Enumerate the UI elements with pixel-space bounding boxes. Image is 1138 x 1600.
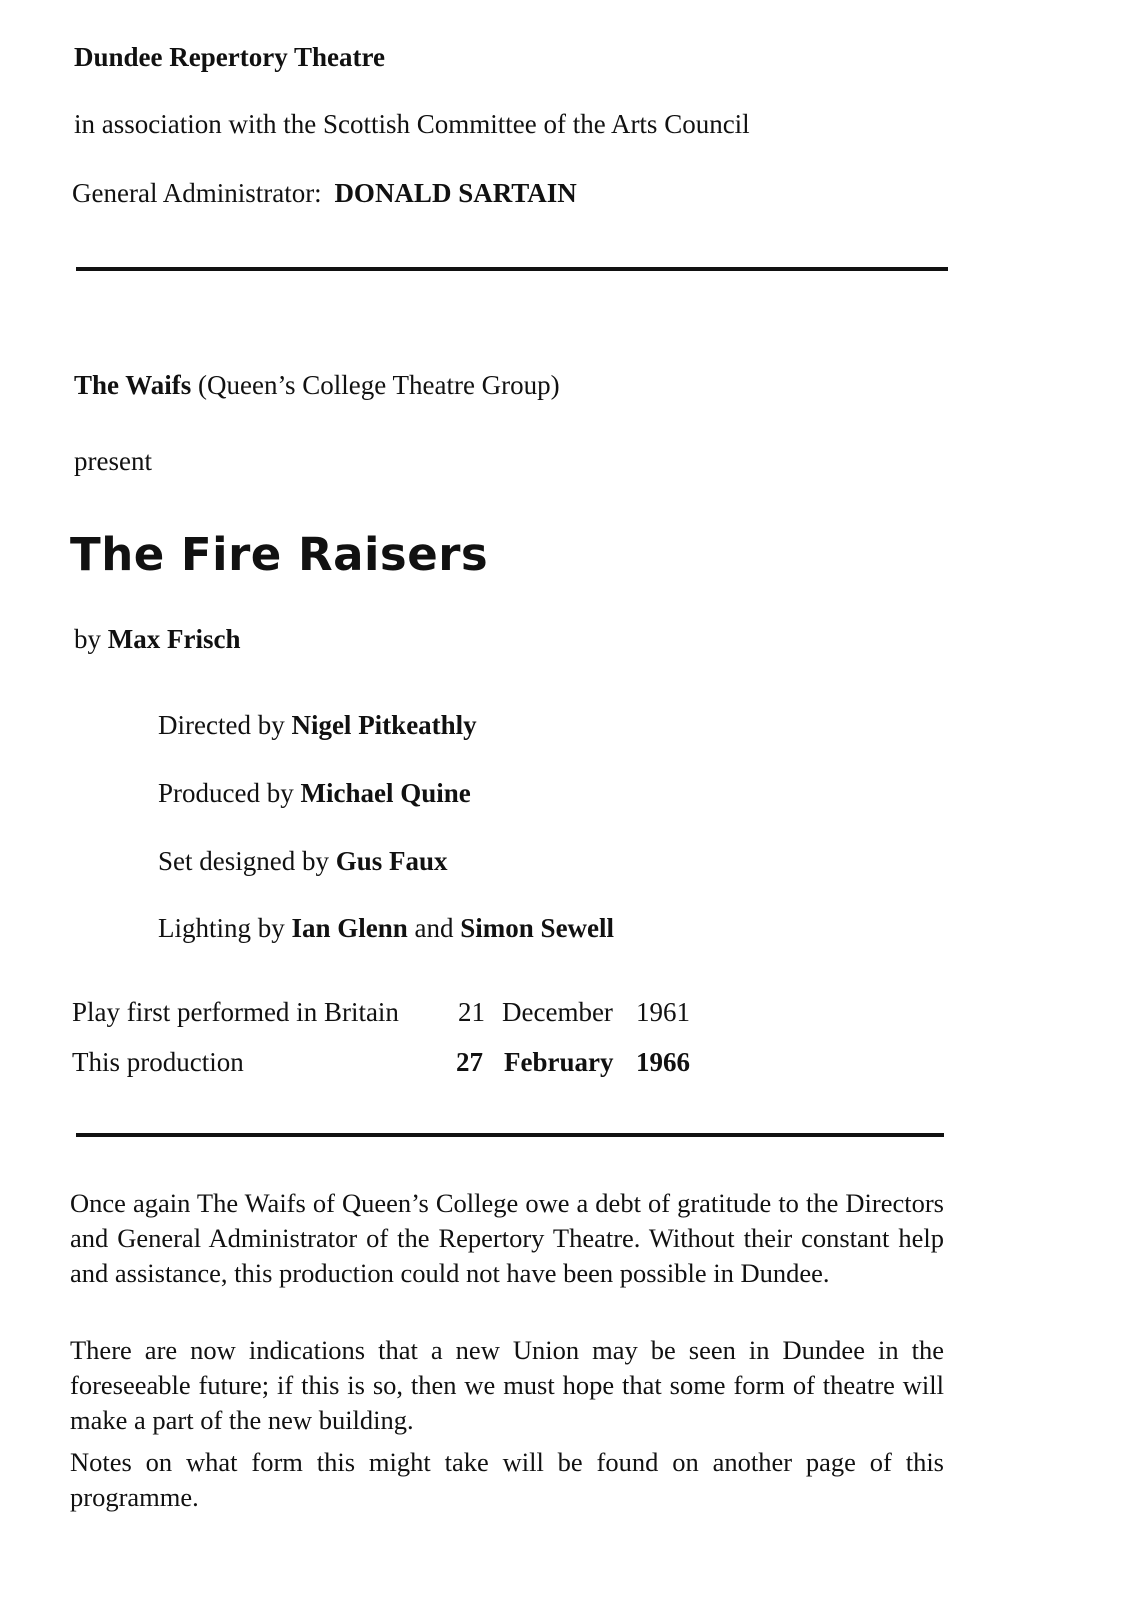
credit-directed: [158, 710, 477, 741]
theatre-name: Dundee Repertory Theatre: [74, 42, 385, 72]
production-year: 1966: [636, 1047, 690, 1077]
first-performed-month: December: [502, 997, 613, 1027]
lighting-name-2: Simon Sewell: [460, 913, 615, 943]
directed-label: Directed by: [158, 710, 285, 740]
production-label: This production: [72, 1047, 244, 1077]
group-note: (Queen’s College Theatre Group): [198, 370, 560, 400]
note-paragraph-1: Once again The Waifs of Queen’s College owe a debt of gratitude to the Directors and General Administrator of the Repertory Theatre. Without their constant help and assistance, this production could not have been possible in Dundee.: [70, 1188, 944, 1288]
administrator-name: DONALD SARTAIN: [334, 178, 577, 208]
note-paragraph-2: There are now indications that a new Union may be seen in Dundee in the foreseeable future; if this is so, then we must hope that some form of theatre will make a part of the new building.: [70, 1335, 944, 1435]
administrator-label: General Administrator:: [72, 178, 322, 208]
note-paragraph-3: Notes on what form this might take will be found on another page of this programme.: [70, 1447, 944, 1512]
divider-bottom: [76, 1133, 944, 1137]
first-performed-label: Play first performed in Britain: [72, 997, 399, 1027]
production-month: February: [504, 1047, 614, 1077]
administrator-line: [72, 178, 577, 209]
lighting-label: Lighting by: [158, 913, 285, 943]
divider-top: [76, 267, 948, 271]
lighting-name-1: Ian Glenn: [291, 913, 408, 943]
credit-set: [158, 846, 448, 877]
group-name: The Waifs: [74, 370, 192, 400]
production-day: 27: [456, 1047, 483, 1077]
produced-name: Michael Quine: [300, 778, 471, 808]
present-word: present: [74, 446, 152, 476]
credit-lighting: [158, 913, 614, 944]
presenters-line: [74, 370, 560, 401]
lighting-and: and: [414, 913, 454, 943]
first-performed-year: 1961: [636, 997, 690, 1027]
association-line: in association with the Scottish Committee of the Arts Council: [74, 109, 750, 139]
produced-label: Produced by: [158, 778, 294, 808]
directed-name: Nigel Pitkeathly: [291, 710, 477, 740]
author-name: Max Frisch: [107, 624, 241, 654]
credit-produced: [158, 778, 471, 809]
set-label: Set designed by: [158, 846, 329, 876]
author-line: [74, 624, 240, 655]
first-performed-day: 21: [458, 997, 485, 1027]
play-title: The Fire Raisers: [70, 528, 489, 581]
by-label: by: [74, 624, 101, 654]
set-name: Gus Faux: [335, 846, 448, 876]
